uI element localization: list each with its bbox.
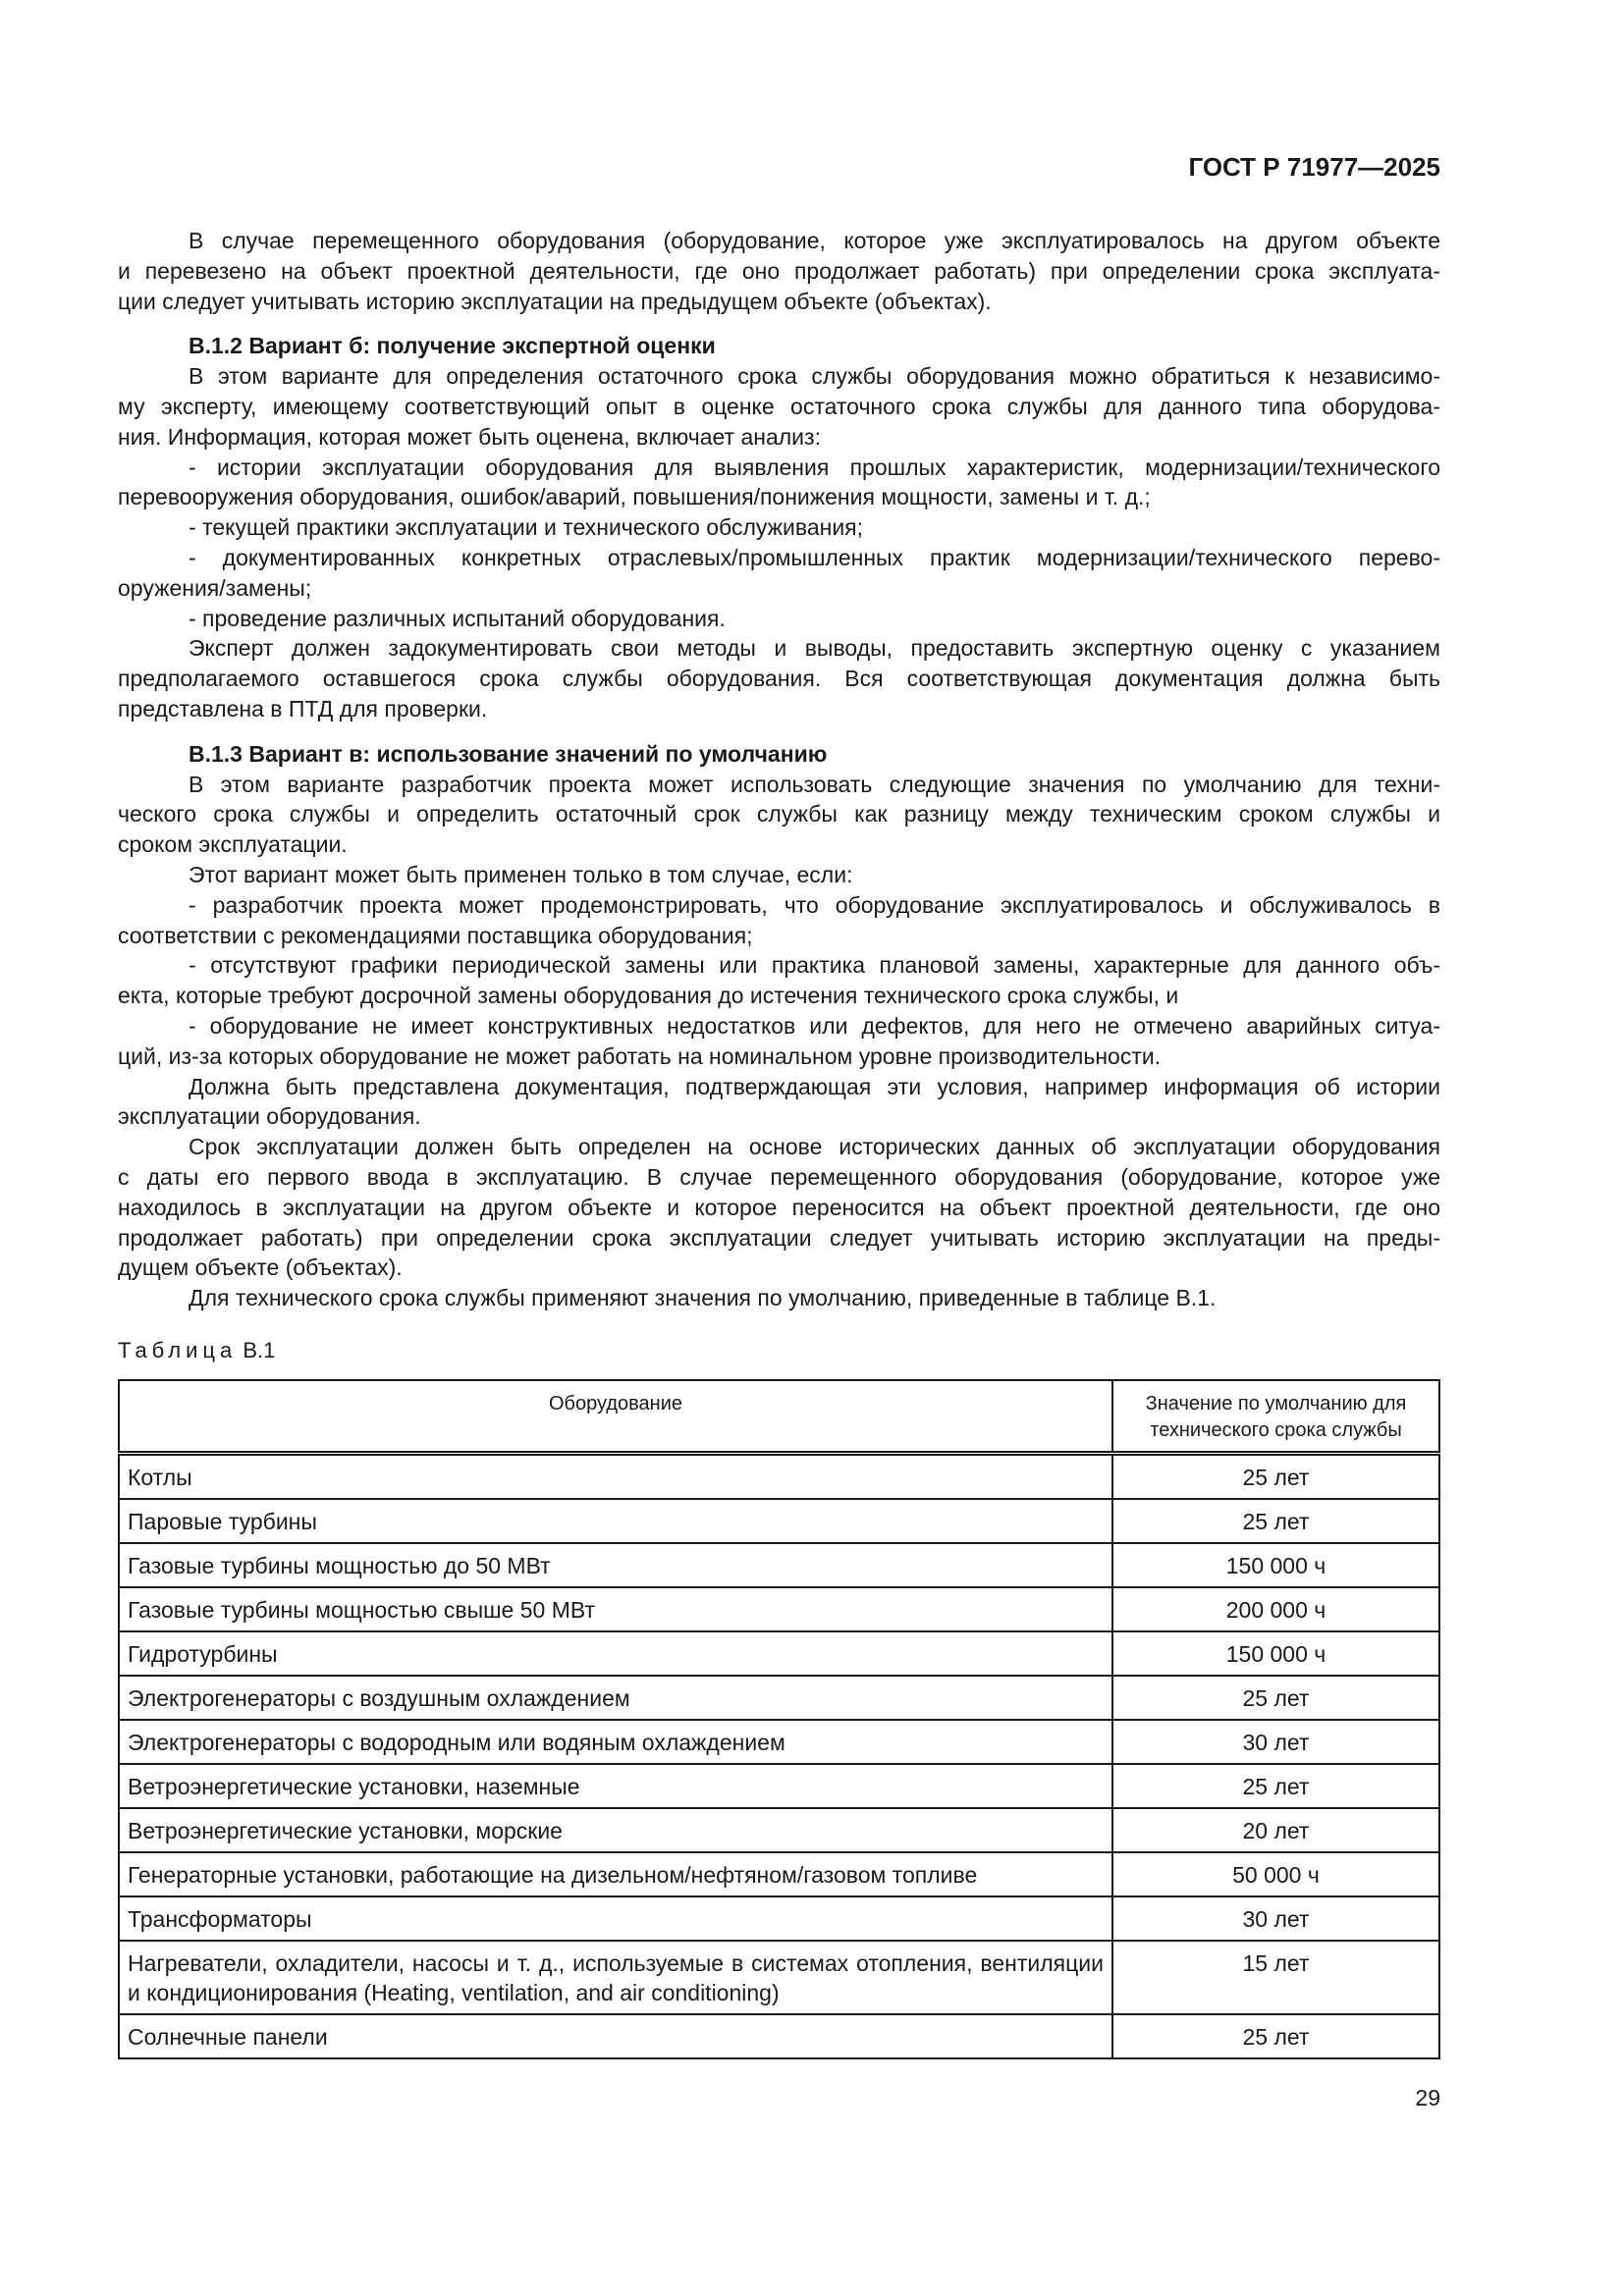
table-row: [119, 1808, 1439, 1852]
text-line: - текущей практики эксплуатации и технического обслуживания;: [189, 514, 864, 541]
text-line: ческого срока службы и определить остаточный срок службы как разницу между техническим сроком службы и: [118, 801, 1440, 828]
equipment-cell: Газовые турбины мощностью свыше 50 МВт: [119, 1587, 1112, 1631]
text-line: Этот вариант может быть применен только в том случае, если:: [189, 861, 853, 887]
text-line: - документированных конкретных отраслевых/промышленных практик модернизации/технического перево-: [189, 544, 1440, 570]
text-line: оружения/замены;: [118, 574, 312, 601]
table-row: [119, 1720, 1439, 1764]
page-number: 29: [1415, 2085, 1440, 2110]
text-line: предполагаемого оставшегося срока службы оборудования. Вся соответствующая документация должна быть: [118, 666, 1440, 692]
table-caption: [118, 1336, 1440, 1365]
table-row: [119, 1453, 1439, 1499]
document-id-header: ГОСТ Р 71977—2025: [1188, 152, 1440, 182]
paragraph: [118, 860, 1440, 890]
text-line: Должна быть представлена документация, подтверждающая эти условия, например информация об истории: [189, 1073, 1440, 1099]
default-value-cell: 150 000 ч: [1112, 1543, 1439, 1587]
column-header-equipment: Оборудование: [119, 1380, 1112, 1454]
text-line: находилось в эксплуатации на другом объекте и которое переносится на объект проектной деятельности, где оно: [118, 1194, 1440, 1220]
text-line: му эксперту, имеющему соответствующий опыт в оценке остаточного срока службы для данного типа оборудова-: [118, 393, 1440, 419]
table-row: [119, 1852, 1439, 1896]
list-item: [118, 543, 1440, 604]
equipment-cell: Гидротурбины: [119, 1631, 1112, 1676]
equipment-cell: Генераторные установки, работающие на дизельном/нефтяном/газовом топливе: [119, 1852, 1112, 1896]
table-row: [119, 1587, 1439, 1631]
text-line: - истории эксплуатации оборудования для выявления прошлых характеристик, модернизации/технического: [189, 454, 1440, 480]
default-value-cell: 30 лет: [1112, 1720, 1439, 1764]
column-header-line: Значение по умолчанию для: [1145, 1392, 1407, 1415]
default-value-cell: 150 000 ч: [1112, 1631, 1439, 1676]
text-line: перевооружения оборудования, ошибок/аварий, повышения/понижения мощности, замены и т. д.;: [118, 484, 1151, 510]
equipment-cell: Газовые турбины мощностью до 50 МВт: [119, 1543, 1112, 1587]
text-line: Эксперт должен задокументировать свои методы и выводы, предоставить экспертную оценку с указанием: [189, 635, 1440, 662]
table-header-row: [119, 1380, 1439, 1454]
text-line: В случае перемещенного оборудования (оборудование, которое уже эксплуатировалось на другом объекте: [189, 228, 1440, 253]
equipment-cell: Ветроэнергетические установки, наземные: [119, 1764, 1112, 1808]
table-row: [119, 1631, 1439, 1676]
default-value-cell: 15 лет: [1112, 1941, 1439, 2014]
document-body: [118, 226, 1440, 2059]
default-service-life-table: [118, 1379, 1440, 2059]
text-line: ции следует учитывать историю эксплуатации на предыдущем объекте (объектах).: [118, 288, 992, 314]
default-value-cell: 25 лет: [1112, 1764, 1439, 1808]
text-line: В этом варианте разработчик проекта может использовать следующие значения по умолчанию для техни-: [189, 771, 1440, 797]
text-line: соответствии с рекомендациями поставщика оборудования;: [118, 922, 753, 948]
text-line: эксплуатации оборудования.: [118, 1103, 421, 1130]
text-line: представлена в ПТД для проверки.: [118, 695, 488, 721]
text-line: сроком эксплуатации.: [118, 831, 348, 858]
text-line: и перевезено на объект проектной деятельности, где оно продолжает работать) при определении срока эксплуата-: [118, 257, 1440, 284]
text-line: ния. Информация, которая может быть оценена, включает анализ:: [118, 423, 821, 450]
equipment-cell: Электрогенераторы с водородным или водяным охлаждением: [119, 1720, 1112, 1764]
text-line: - разработчик проекта может продемонстрировать, что оборудование эксплуатировалось и обслуживалось в: [189, 891, 1440, 918]
text-line: ций, из-за которых оборудование не может работать на номинальном уровне производительности.: [118, 1042, 1162, 1069]
equipment-cell: Ветроэнергетические установки, морские: [119, 1808, 1112, 1852]
paragraph: [118, 770, 1440, 860]
table-row: [119, 1676, 1439, 1720]
list-item: [118, 604, 1440, 634]
section-heading-b13: В.1.3 Вариант в: использование значений по умолчанию: [189, 740, 828, 767]
table-row: [119, 1764, 1439, 1808]
default-value-cell: 25 лет: [1112, 1453, 1439, 1499]
paragraph: [118, 633, 1440, 723]
equipment-cell: Паровые турбины: [119, 1499, 1112, 1543]
column-header-line: технического срока службы: [1150, 1418, 1402, 1441]
text-line: продолжает работать) при определении срока эксплуатации следует учитывать историю эксплуатации на преды-: [118, 1224, 1440, 1251]
text-line: В этом варианте для определения остаточного срока службы оборудования можно обратиться к независимо-: [189, 363, 1440, 390]
list-item: [118, 890, 1440, 951]
default-value-cell: 200 000 ч: [1112, 1587, 1439, 1631]
table-caption-word: Таблица: [118, 1337, 238, 1362]
text-line: Срок эксплуатации должен быть определен на основе исторических данных об эксплуатации оборудования: [189, 1134, 1440, 1160]
section-heading-b12: В.1.2 Вариант б: получение экспертной оценки: [189, 333, 716, 359]
list-item: [118, 512, 1440, 543]
list-item: [118, 1011, 1440, 1072]
equipment-cell: Нагреватели, охладители, насосы и т. д., используемые в системах отопления, вентиляции и кондиционирования (Heating, ventilation, and air conditioning): [119, 1941, 1112, 2014]
text-line: - отсутствуют графики периодической замены или практика плановой замены, характерные для данного объ-: [189, 952, 1440, 979]
equipment-cell: Солнечные панели: [119, 2014, 1112, 2058]
equipment-cell: Трансформаторы: [119, 1896, 1112, 1941]
table-row: [119, 1499, 1439, 1543]
default-value-cell: 25 лет: [1112, 1676, 1439, 1720]
default-value-cell: 25 лет: [1112, 1499, 1439, 1543]
text-line: - оборудование не имеет конструктивных недостатков или дефектов, для него не отмечено аварийных ситуа-: [189, 1012, 1440, 1039]
column-header-default-value: [1112, 1380, 1439, 1454]
paragraph: [118, 361, 1440, 452]
paragraph: [118, 226, 1440, 316]
text-line: екта, которые требуют досрочной замены оборудования до истечения технического срока службы, и: [118, 983, 1179, 1009]
text-line: - проведение различных испытаний оборудования.: [189, 605, 726, 631]
text-line: с даты его первого ввода в эксплуатацию. В случае перемещенного оборудования (оборудование, которое уже: [118, 1163, 1440, 1190]
paragraph: [118, 1132, 1440, 1283]
list-item: [118, 453, 1440, 513]
table-row: [119, 2014, 1439, 2058]
list-item: [118, 950, 1440, 1011]
table-row: [119, 1941, 1439, 2014]
equipment-cell: Котлы: [119, 1453, 1112, 1499]
equipment-cell: Электрогенераторы с воздушным охлаждением: [119, 1676, 1112, 1720]
text-line: дущем объекте (объектах).: [118, 1255, 403, 1281]
paragraph: [118, 1283, 1440, 1313]
default-value-cell: 20 лет: [1112, 1808, 1439, 1852]
default-value-cell: 50 000 ч: [1112, 1852, 1439, 1896]
table-row: [119, 1896, 1439, 1941]
table-caption-number: В.1: [243, 1337, 276, 1362]
table-row: [119, 1543, 1439, 1587]
default-value-cell: 25 лет: [1112, 2014, 1439, 2058]
text-line: Для технического срока службы применяют значения по умолчанию, приведенные в таблице В.1.: [189, 1285, 1217, 1311]
paragraph: [118, 1072, 1440, 1133]
default-value-cell: 30 лет: [1112, 1896, 1439, 1941]
